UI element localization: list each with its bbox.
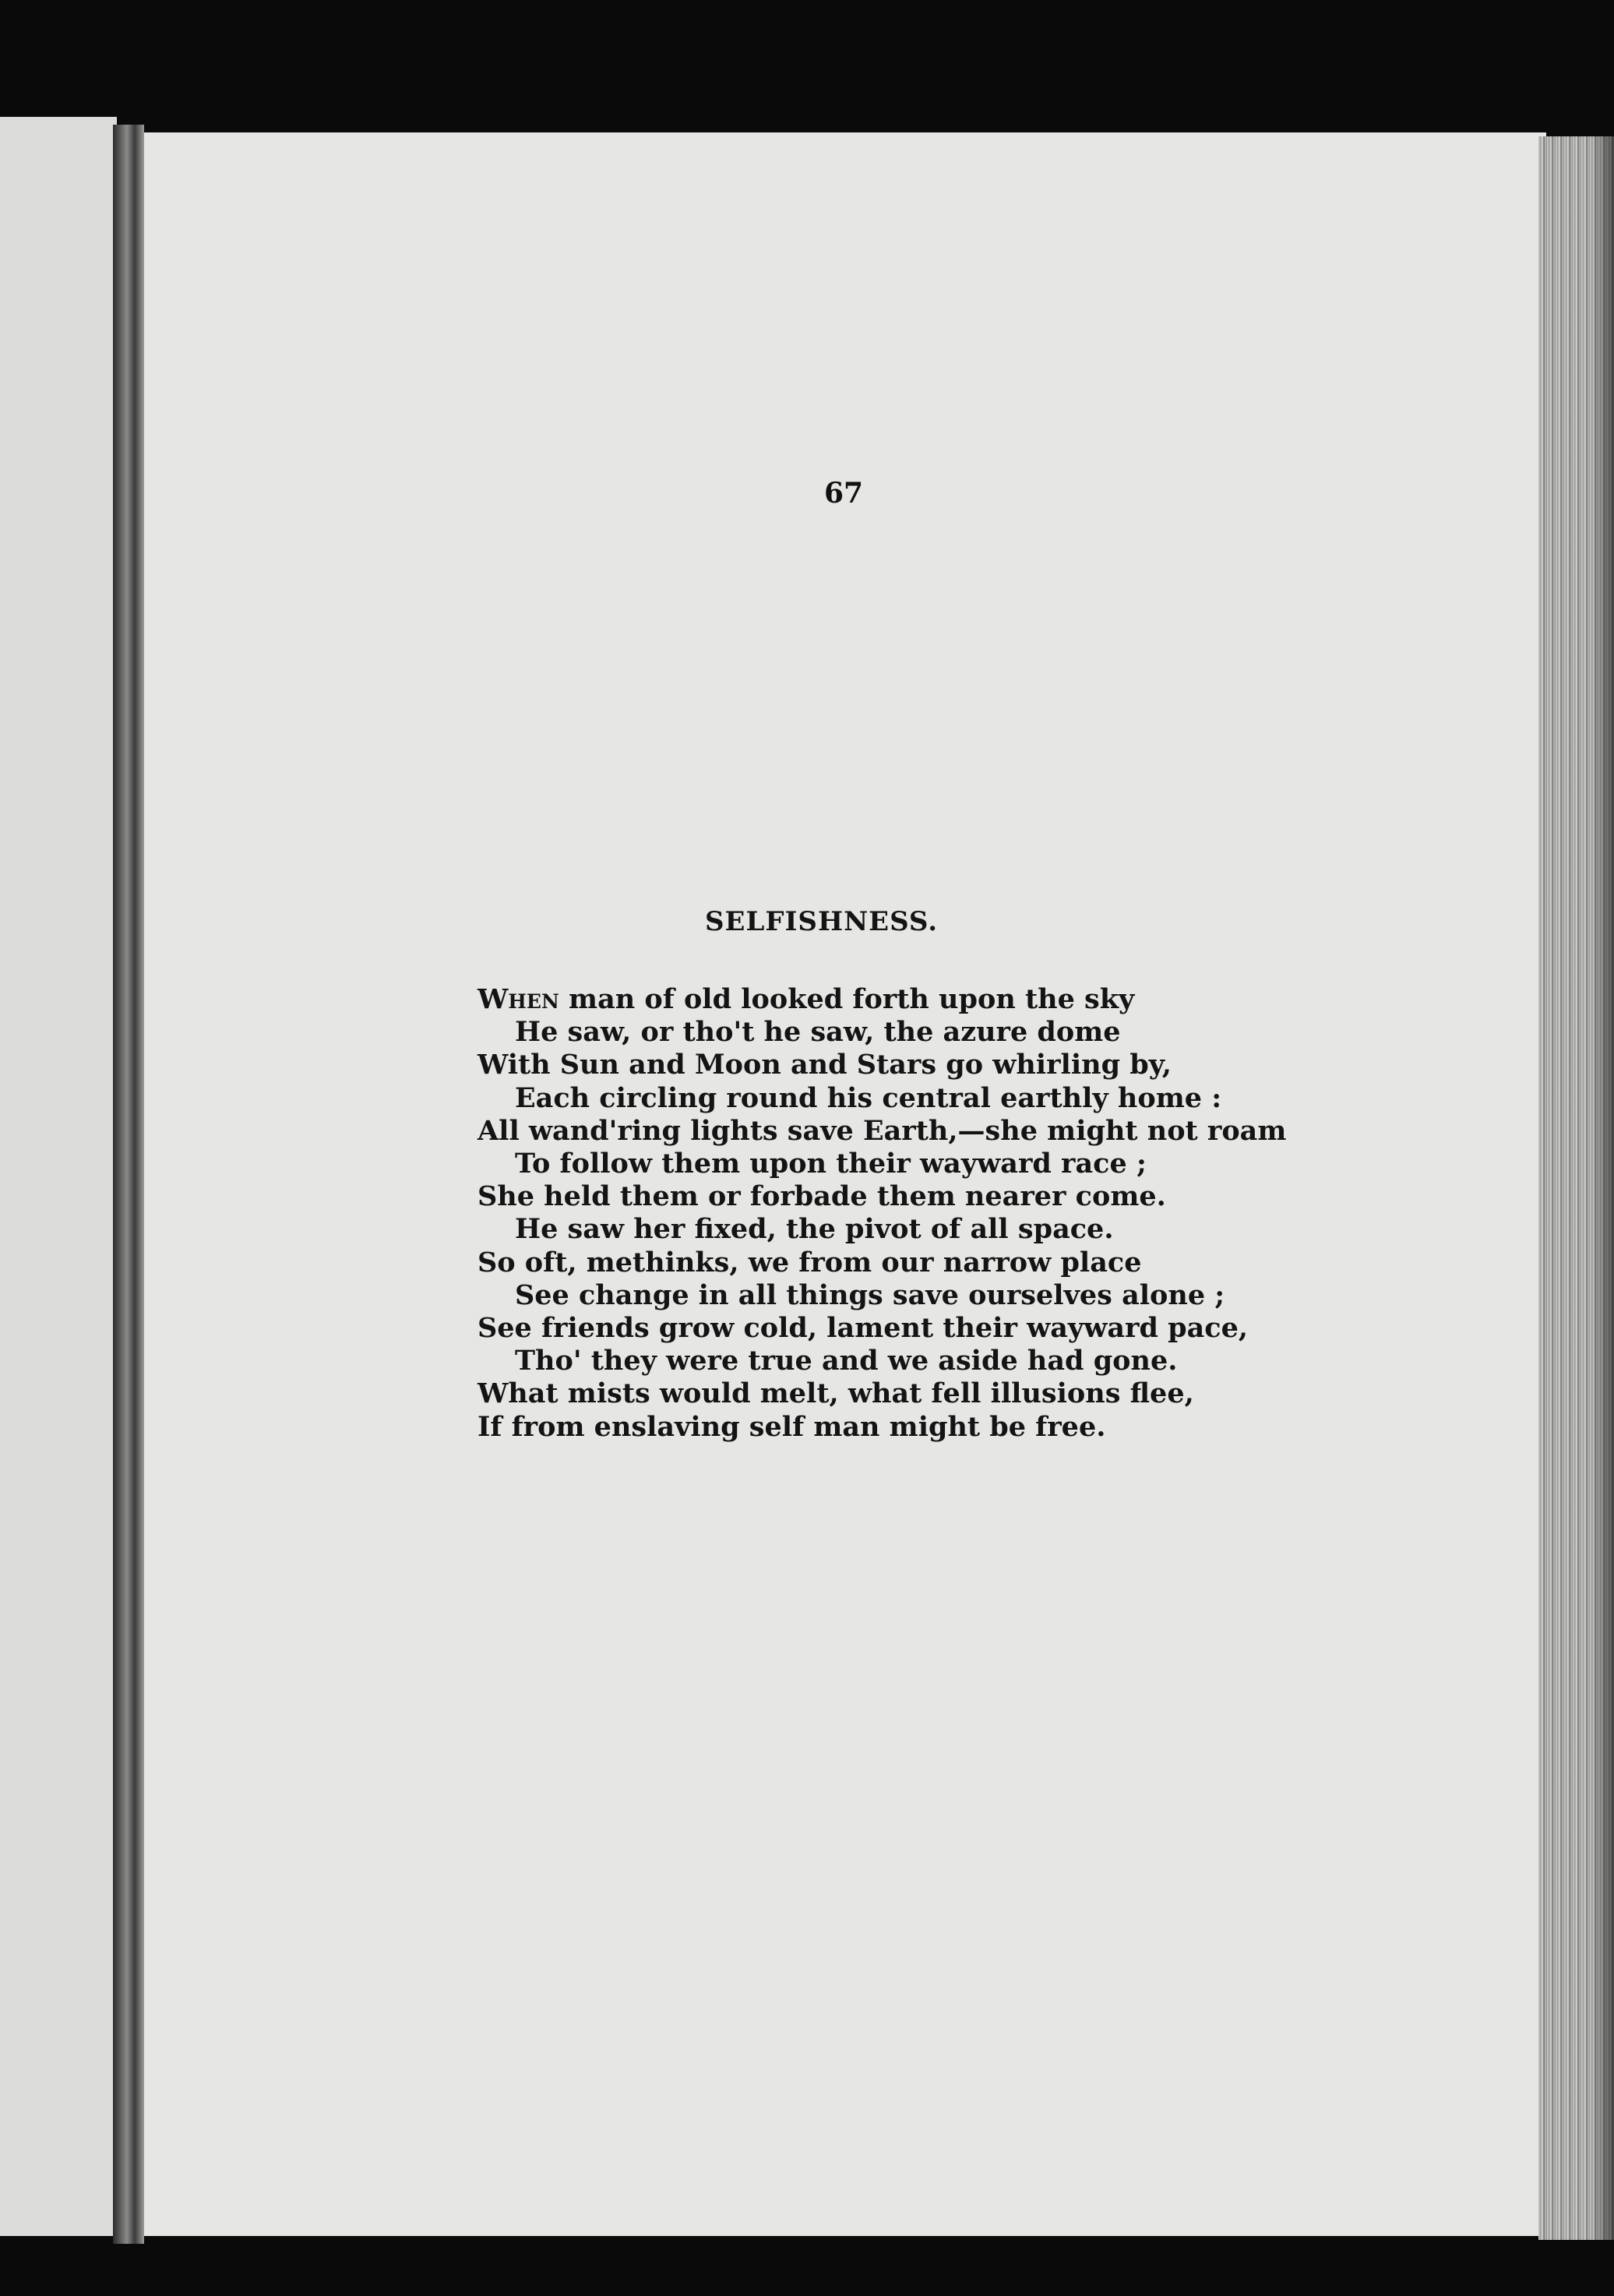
book-spine <box>113 125 144 2244</box>
poem-line: Each circling round his central earthly home : <box>515 1081 1222 1114</box>
poem-line: With Sun and Moon and Stars go whirling by, <box>478 1049 1172 1081</box>
poem-line: He saw her fixed, the pivot of all space. <box>515 1213 1114 1246</box>
poem-line: She held them or forbade them nearer come. <box>478 1180 1166 1213</box>
first-word: When <box>478 983 559 1015</box>
poem-line: He saw, or tho't he saw, the azure dome <box>515 1016 1121 1049</box>
poem-line: All wand'ring lights save Earth,—she might not roam <box>478 1114 1287 1147</box>
poem-line: If from enslaving self man might be free. <box>478 1410 1106 1443</box>
poem-line: See change in all things save ourselves alone ; <box>515 1278 1225 1311</box>
poem-line: So oft, methinks, we from our narrow place <box>478 1246 1142 1278</box>
poem-title: SELFISHNESS. <box>705 906 939 937</box>
poem-line: What mists would melt, what fell illusions flee, <box>478 1377 1194 1410</box>
poem-line: See friends grow cold, lament their wayward pace, <box>478 1312 1249 1345</box>
poem-line: To follow them upon their wayward race ; <box>515 1148 1147 1180</box>
page-edges <box>1538 136 1614 2240</box>
left-page-margin <box>0 117 117 2236</box>
poem-line: Tho' they were true and we aside had gone. <box>515 1345 1178 1377</box>
poem-line: When man of old looked forth upon the sky <box>478 983 1135 1015</box>
poem-body <box>478 983 1286 1444</box>
page-number: 67 <box>824 477 864 510</box>
